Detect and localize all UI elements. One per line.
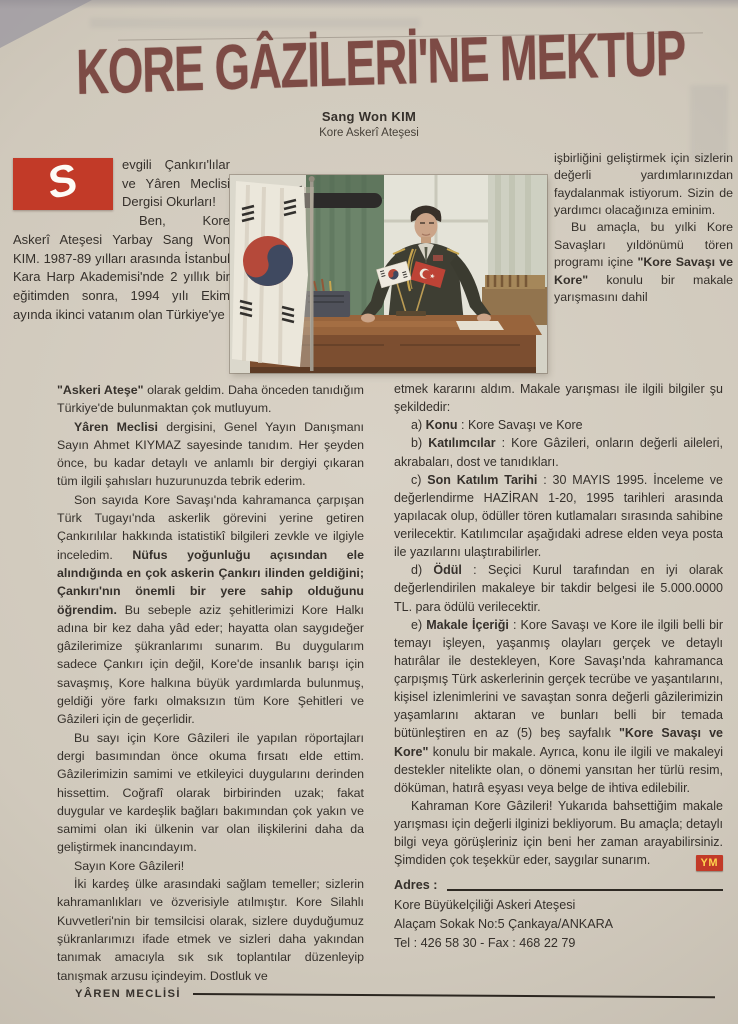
paragraph: a) Konu : Kore Savaşı ve Kore <box>411 418 583 433</box>
magazine-name: YÂREN MECLİSİ <box>75 988 181 1000</box>
paragraph: İki kardeş ülke arasındaki sağlam temeller; sizlerin kahramanlıkları ve özverisiyle atılmıştır. Kore Silahlı Kuvvetleri'nin bir temsilcisi olarak, sizlere duyduğumuz şükranlarımızı ifade etmek ve sizleri daha yakından tanımak amacıyla sık sık toplantılar düzenleyip tanışmak arzusu içindeyim. Dostluk ve <box>57 877 364 983</box>
paragraph: Kahraman Kore Gâzileri! Yukarıda bahsettiğim makale yarışması için değerli ilginizi bekliyorum. Bu amaçla; detaylı bilgi veya görüşleriniz için beni her zaman arayabilirsiniz. Şimdiden çok teşekkür eder, saygılar sunarım. <box>394 798 723 868</box>
author-role: Kore Askerî Ateşesi <box>319 126 419 139</box>
intro-column-right <box>554 150 733 306</box>
author-name: Sang Won KIM <box>321 109 417 124</box>
paragraph: etmek kararını aldım. Makale yarışması ile ilgili bilgiler şu şekildedir: <box>394 382 723 415</box>
intro-column-left <box>13 156 230 324</box>
address-line: Alaçam Sokak No:5 Çankaya/ANKARA <box>394 916 614 931</box>
dropcap-box <box>13 154 113 210</box>
page-footer <box>75 988 715 1000</box>
article-title: KORE GÂZİLERİ'NE MEKTUP <box>75 17 686 109</box>
paragraph: Ben, Kore Askerî Ateşesi Yarbay Sang Won KIM. 1987-89 yılları arasında İstanbul Kara Harp Akademisi'nde 2 yıllık bir eğitimden sonra, 1994 yılı Ekim ayında ikinci vatanım olan Türkiye'ye <box>13 213 230 322</box>
contest-details <box>394 380 723 869</box>
address-label: Adres : <box>394 878 438 893</box>
paragraph: b) Katılımcılar : Kore Gâzileri, onların değerli aileleri, akrabaları, dost ve tanıdıkları. <box>394 436 724 469</box>
body-column-right <box>394 380 723 952</box>
paragraph: Son sayıda Kore Savaşı'nda kahramanca çarpışan Türk Tugayı'nda askerlik görevini yerine getiren Çankırılılar hakkında istatistikî bilgileri zevkle ve ilgiyle inceledim. Nüfus yoğunluğu açısından ele alındığında en çok askerin Çankırı ilinden geldiğini; Çankırı'nın önemli bir yere sahip olduğunu öğrendim. Bu sebeple aziz şehitlerimizi Kore Halkı adına bir kez daha yâd eder; hayatta olan saygıdeğer gâzilerimize şükranlarımı sunarım. Bu duygularım sadece Çankırı için değil, Kore'de insanlık barışı için savaşmış, Kore halkına büyük yardımlarda bulunmuş, geldiği yöre farkı olmaksızın tüm Kore Şehitleri ve Gâzileri için de geçerlidir. <box>57 492 364 727</box>
body-column-left <box>57 381 364 985</box>
byline <box>0 109 738 141</box>
footer-rule <box>193 993 715 998</box>
paragraph: Bu sayı için Kore Gâzileri ile yapılan röportajları dergi basımından önce okuma fırsatı elde ettim. Gâzilerimizin samimi ve etkileyici duygularını derinden hissettim. Coğrafî olarak birbirinden uzak; fakat duygular ve kardeşlik bağları bakımından çok yakın ve samimi olan iki ülkenin var olan ilişkilerini daha da geliştirmek inancındayım. <box>57 730 364 855</box>
paragraph: işbirliğini geliştirmek için sizlerin değerli yardımlarınızdan faydalanmak istiyorum. Sizin de yardımcı olacağınıza eminim. <box>554 151 733 218</box>
paragraph: c) Son Katılım Tarihi : 30 MAYIS 1995. İnceleme ve değerlendirme HAZİRAN 1-20, 1995 tarihleri arasında yapılacak olup, ödüller tören kutlamaları sırasında sahibine verilecektir. Katılımcılar aşağıdaki adrese elden veya posta ile yazılarını ulaştırabilirler. <box>394 472 723 560</box>
photo-illustration <box>230 175 547 373</box>
paragraph: Bu amaçla, bu yılki Kore Savaşları yıldönümü tören programı içine "Kore Savaşı ve Kore" konulu bir makale yarışmasını dahil <box>554 220 733 304</box>
paragraph: e) Makale İçeriği : Kore Savaşı ve Kore ile ilgili belli bir temayı işleyen, yaşanmış olayları gerçek ve detaylı hatırâlar ile destekleyen, Kore Savaşı'nda kahramanca çarpışmış Türk askerlerinin gerçek tecrübe ve yaşantılarını, kişisel izlenimlerini ve savaştan sonra değerli gâzilerimizin yaşamlarını aktaran ve bunları belli bir temada bütünleştiren en az (5) beş sayfalık "Kore Savaşı ve Kore" konulu bir makale. Ayrıca, konu ile ilgili ve makaleyi destekler nitelikte olan, o dönemi yansıtan her türlü resim, döküman, hatırâ eşyası veya belge de ihtiva edilebilir. <box>394 617 724 795</box>
address-line: Kore Büyükelçiliği Askeri Ateşesi <box>394 897 576 912</box>
paragraph: Yâren Meclisi dergisini, Genel Yayın Danışmanı Sayın Ahmet KIYMAZ sayesinde tanıdım. Her şeyden önce, bu kadar detaylı ve anlamlı bir dergiyi çıkaran tüm ilgili şahısları huzurunuzda tebrik ederim. <box>57 419 364 489</box>
photo-military-attache-at-desk <box>230 175 547 373</box>
address-line: Tel : 426 58 30 - Fax : 468 22 79 <box>394 936 576 951</box>
paragraph: "Askeri Ateşe" olarak geldim. Daha önceden tanıdığım Türkiye'de bulunmaktan çok mutluyum. <box>57 383 364 416</box>
paragraph: d) Ödül : Seçici Kurul tarafından en iyi olarak değerlendirilen makaleye bir takdir belgesi ile 5.000.0000 TL. para ödülü verilecektir. <box>394 563 724 614</box>
ym-badge: YM <box>696 855 724 871</box>
paragraph: Sayın Kore Gâzileri! <box>74 858 185 873</box>
address-block <box>394 876 723 952</box>
address-rule <box>447 889 723 891</box>
scan-top-edge <box>0 0 738 9</box>
dropcap-letter: S <box>42 154 83 209</box>
paragraph: evgili Çankırı'lılar ve Yâren Meclisi Dergisi Okurları! <box>122 157 230 210</box>
